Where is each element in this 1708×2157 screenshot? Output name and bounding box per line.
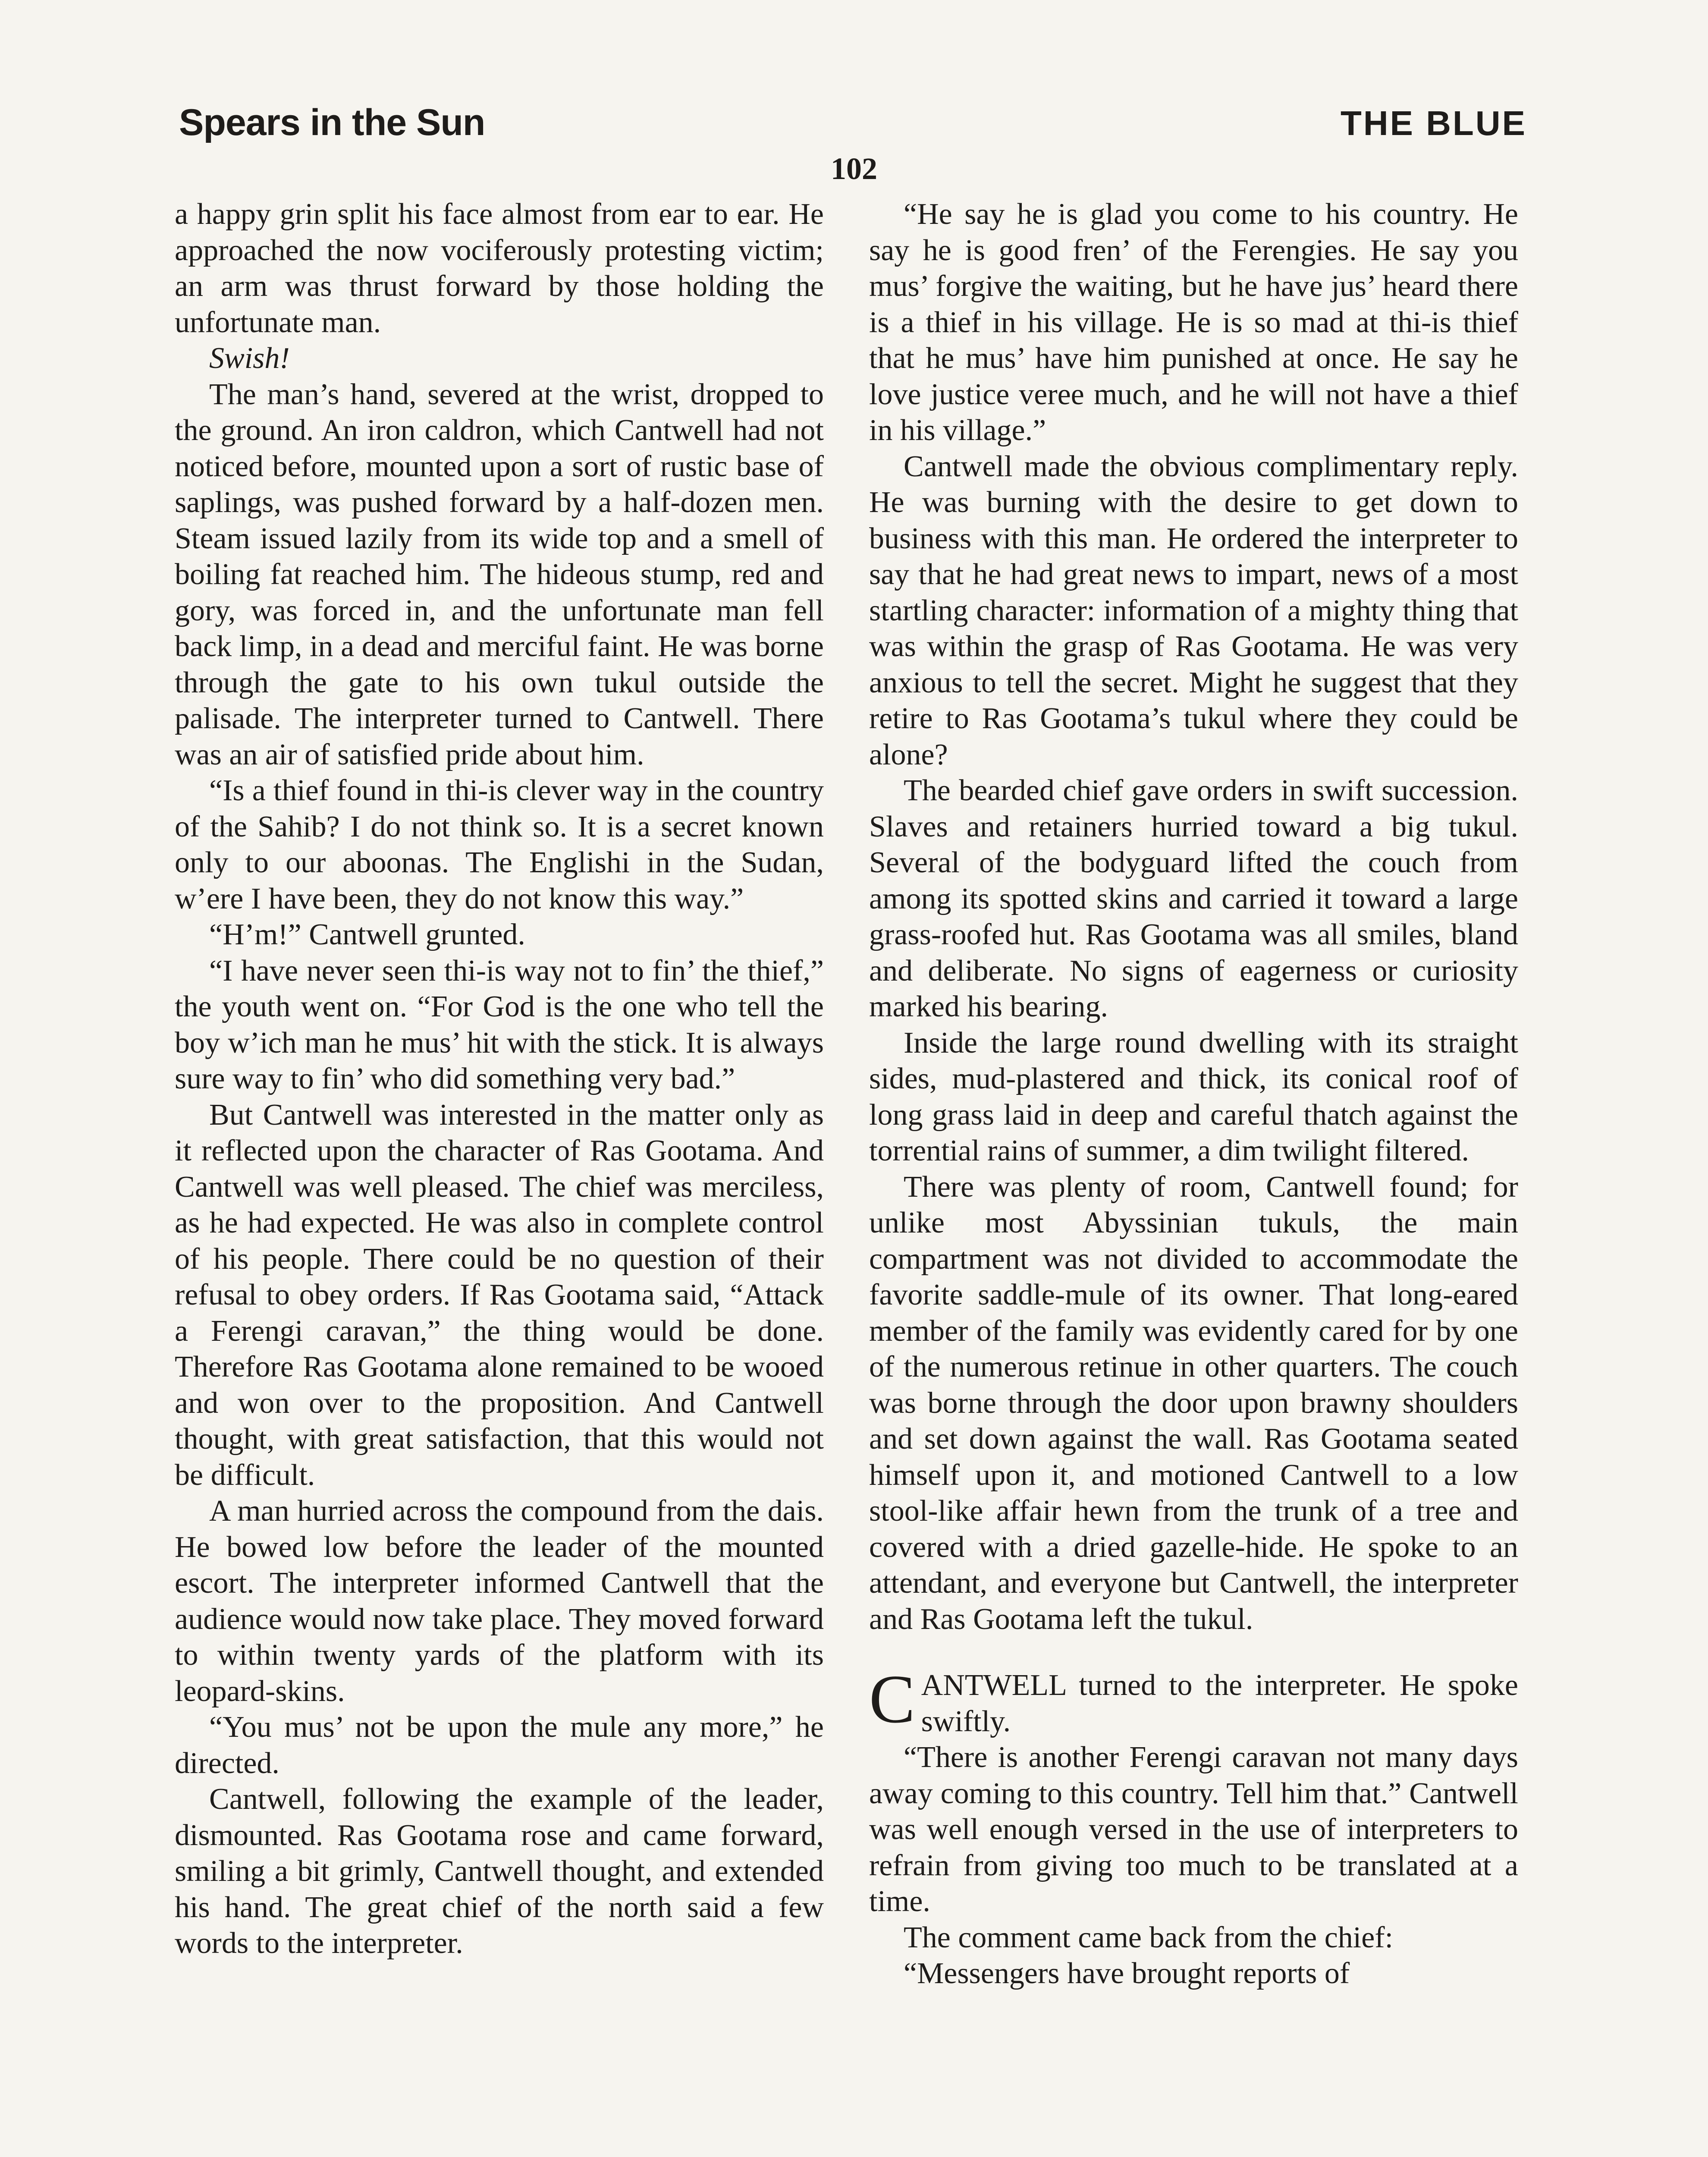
- paragraph: “Messengers have brought reports of: [904, 1957, 1350, 1990]
- magazine-name: THE BLUE: [1341, 104, 1527, 142]
- paragraph: The man’s hand, severed at the wrist, dropped to the ground. An iron caldron, which Cantwell had not noticed before, mounted upon a sort of rustic base of saplings, was pushed forward by a half-dozen men. Steam issued lazily from its wide top and a smell of boiling fat reached him. The hideous stump, red and gory, was forced in, and the unfortunate man fell back limp, in a dead and merciful faint. He was borne through the gate to his own tukul outside the palisade. The interpreter turned to Cantwell. There was an air of satisfied pride about him.: [175, 377, 824, 771]
- paragraph: “There is another Ferengi caravan not many days away coming to this country. Tell him that.” Cantwell was well enough versed in the use of interpreters to refrain from giving too much to be translated at a time.: [869, 1741, 1518, 1918]
- drop-cap: C: [869, 1660, 915, 1737]
- paragraph: “You mus’ not be upon the mule any more,” he directed.: [175, 1711, 824, 1780]
- running-title: Spears in the Sun: [179, 102, 485, 143]
- paragraph: Inside the large round dwelling with its straight sides, mud-plastered and thick, its conical roof of long grass laid in deep and careful thatch against the torrential rains of summer, a dim twilight filtered.: [869, 1026, 1518, 1167]
- paragraph: The comment came back from the chief:: [904, 1921, 1394, 1954]
- paragraph: “He say he is glad you come to his country. He say he is good fren’ of the Ferengies. He say you mus’ forgive the waiting, but he have jus’ heard there is a thief in his village. He is so mad at thi-is thief that he mus’ have him punished at once. He say he love justice veree much, and he will not have a thief in his village.”: [869, 198, 1518, 447]
- paragraph: There was plenty of room, Cantwell found; for unlike most Abyssinian tukuls, the main compartment was not divided to accommodate the favorite saddle-mule of its owner. That long-eared member of the family was evidently cared for by one of the numerous retinue in other quarters. The couch was borne through the door upon brawny shoulders and set down against the wall. Ras Gootama seated himself upon it, and motioned Cantwell to a low stool-like affair hewn from the trunk of a tree and covered with a dried gazelle-hide. He spoke to an attendant, and everyone but Cantwell, the interpreter and Ras Gootama left the tukul.: [869, 1170, 1518, 1636]
- page-number: 102: [831, 151, 877, 186]
- right-column: [869, 196, 1518, 1992]
- paragraph: “I have never seen thi-is way not to fin’ the thief,” the youth went on. “For God is the one who tell the boy w’ich man he mus’ hit with the stick. It is always sure way to fin’ who did something very bad.”: [175, 954, 824, 1095]
- paragraph: The bearded chief gave orders in swift succession. Slaves and retainers hurried toward a big tukul. Several of the bodyguard lifted the couch from among its spotted skins and carried it toward a large grass-roofed hut. Ras Gootama was all smiles, bland and deliberate. No signs of eagerness or curiosity marked his bearing.: [869, 774, 1518, 1023]
- paragraph: “Is a thief found in thi-is clever way in the country of the Sahib? I do not think so. It is a secret known only to our aboonas. The Englishi in the Sudan, w’ere I have been, they do not know this way.”: [175, 774, 824, 915]
- left-column: [175, 196, 824, 1962]
- paragraph: a happy grin split his face almost from ear to ear. He approached the now vociferously protesting victim; an arm was thrust forward by those holding the unfortunate man.: [175, 198, 824, 339]
- paragraph: But Cantwell was interested in the matter only as it reflected upon the character of Ras Gootama. And Cantwell was well pleased. The chief was merciless, as he had expected. He was also in complete control of his people. There could be no question of their refusal to obey orders. If Ras Gootama said, “Attack a Ferengi caravan,” the thing would be done. Therefore Ras Gootama alone remained to be wooed and won over to the proposition. And Cantwell thought, with great satisfaction, that this would not be difficult.: [175, 1098, 824, 1492]
- paragraph-text: ANTWELL turned to the interpreter. He spoke swiftly.: [921, 1669, 1518, 1738]
- paragraph: “H’m!” Cantwell grunted.: [209, 918, 525, 951]
- section-opening-paragraph: [869, 1660, 1518, 1739]
- paragraph: Cantwell, following the example of the leader, dismounted. Ras Gootama rose and came forward, smiling a bit grimly, Cantwell thought, and extended his hand. The great chief of the north said a few words to the interpreter.: [175, 1783, 824, 1960]
- paragraph: Cantwell made the obvious complimentary reply. He was burning with the desire to get down to business with this man. He ordered the interpreter to say that he had great news to impart, news of a most startling character: information of a mighty thing that was within the grasp of Ras Gootama. He was very anxious to tell the secret. Might he suggest that they retire to Ras Gootama’s tukul where they could be alone?: [869, 450, 1518, 771]
- paragraph: Swish!: [209, 342, 290, 375]
- paragraph: A man hurried across the compound from the dais. He bowed low before the leader of the mounted escort. The interpreter informed Cantwell that the audience would now take place. They moved forward to within twenty yards of the platform with its leopard-skins.: [175, 1494, 824, 1708]
